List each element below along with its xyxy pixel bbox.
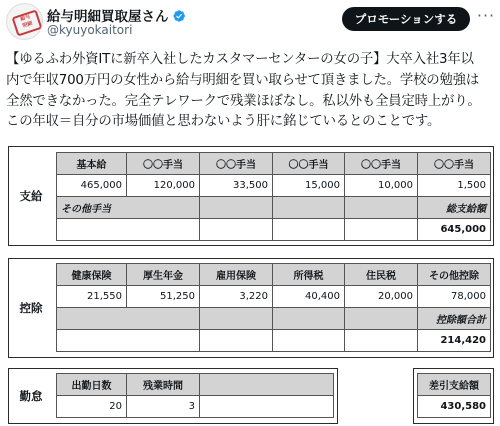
deduction-value-cell: 21,550 — [57, 286, 127, 308]
empty-header-cell — [200, 197, 273, 219]
empty-header-cell — [200, 374, 334, 396]
deduction-table — [56, 263, 491, 352]
payslip-stamp-logo: 給与 明細 — [12, 9, 43, 36]
empty-header-cell — [345, 308, 418, 330]
account-handle[interactable]: @kyuyokaitori — [47, 23, 133, 37]
promote-button[interactable]: プロモーションする — [342, 7, 470, 31]
attendance-section-label: 勤怠 — [19, 389, 43, 403]
empty-header-cell — [273, 197, 345, 219]
tweet-text — [6, 50, 494, 133]
deduction-value-cell: 78,000 — [418, 286, 491, 308]
deduction-value-cell: 51,250 — [127, 286, 200, 308]
deduction-value-cell: 40,400 — [273, 286, 345, 308]
pay-header-cell: 〇〇手当 — [273, 153, 345, 175]
avatar[interactable] — [6, 3, 43, 40]
tweet-line: 全然できなかった。完全テレワークで残業ほぼなし。私以外も全員定時上がり。 — [6, 93, 481, 109]
deduction-total-label: 控除額合計 — [418, 308, 491, 330]
attendance-header-cell: 残業時間 — [127, 374, 200, 396]
deduction-value-cell: 20,000 — [345, 286, 418, 308]
empty-value-cell — [273, 330, 345, 352]
empty-header-cell — [200, 308, 273, 330]
pay-value-cell: 1,500 — [418, 175, 491, 197]
verified-badge-icon — [172, 9, 186, 23]
pay-section-label: 支給 — [19, 189, 43, 203]
other-allowance-label: その他手当 — [57, 197, 200, 219]
pay-value-cell: 33,500 — [200, 175, 273, 197]
empty-header-cell — [57, 308, 200, 330]
tweet-line: この年収＝自分の市場価値と思わないよう肝に銘じているとのことです。 — [6, 114, 441, 130]
tweet-line: 内で年収700万円の女性から給与明細を買い取らせて頂きました。学校の勉強は — [6, 72, 480, 88]
pay-value-cell: 10,000 — [345, 175, 418, 197]
empty-header-cell — [345, 197, 418, 219]
deduction-header-cell: 住民税 — [345, 264, 418, 286]
empty-value-cell — [200, 330, 273, 352]
account-name-row[interactable] — [47, 5, 186, 25]
empty-value-cell — [57, 330, 200, 352]
more-options-icon[interactable]: ··· — [476, 6, 496, 25]
net-pay-label: 差引支給額 — [418, 374, 491, 396]
empty-header-cell — [273, 308, 345, 330]
empty-value-cell — [57, 219, 200, 241]
net-pay-value: 430,580 — [418, 396, 491, 418]
deduction-header-cell: その他控除 — [418, 264, 491, 286]
pay-header-cell: 基本給 — [57, 153, 127, 175]
empty-value-cell — [345, 219, 418, 241]
account-name[interactable]: 給与明細買取屋さん — [47, 9, 169, 25]
deduction-header-cell: 雇用保険 — [200, 264, 273, 286]
pay-table — [56, 152, 491, 241]
gross-total-value: 645,000 — [418, 219, 491, 241]
deduction-section-label: 控除 — [19, 301, 43, 315]
deduction-header-cell: 厚生年金 — [127, 264, 200, 286]
net-pay-table — [417, 373, 491, 418]
attendance-header-cell: 出勤日数 — [57, 374, 127, 396]
pay-header-cell: 〇〇手当 — [200, 153, 273, 175]
pay-value-cell: 15,000 — [273, 175, 345, 197]
attendance-value-cell: 3 — [127, 396, 200, 418]
empty-value-cell — [345, 330, 418, 352]
tweet-line: 【ゆるふわ外資ITに新卒入社したカスタマーセンターの女の子】大卒入社3年以 — [6, 52, 474, 67]
deduction-header-cell: 健康保険 — [57, 264, 127, 286]
empty-value-cell — [200, 219, 273, 241]
pay-value-cell: 465,000 — [57, 175, 127, 197]
pay-header-cell: 〇〇手当 — [345, 153, 418, 175]
deduction-value-cell: 3,220 — [200, 286, 273, 308]
empty-value-cell — [200, 396, 334, 418]
empty-value-cell — [273, 219, 345, 241]
pay-value-cell: 120,000 — [127, 175, 200, 197]
attendance-value-cell: 20 — [57, 396, 127, 418]
pay-header-cell: 〇〇手当 — [418, 153, 491, 175]
gross-total-label: 総支給額 — [418, 197, 491, 219]
deduction-total-value: 214,420 — [418, 330, 491, 352]
attendance-table — [56, 373, 334, 418]
deduction-header-cell: 所得税 — [273, 264, 345, 286]
pay-header-cell: 〇〇手当 — [127, 153, 200, 175]
